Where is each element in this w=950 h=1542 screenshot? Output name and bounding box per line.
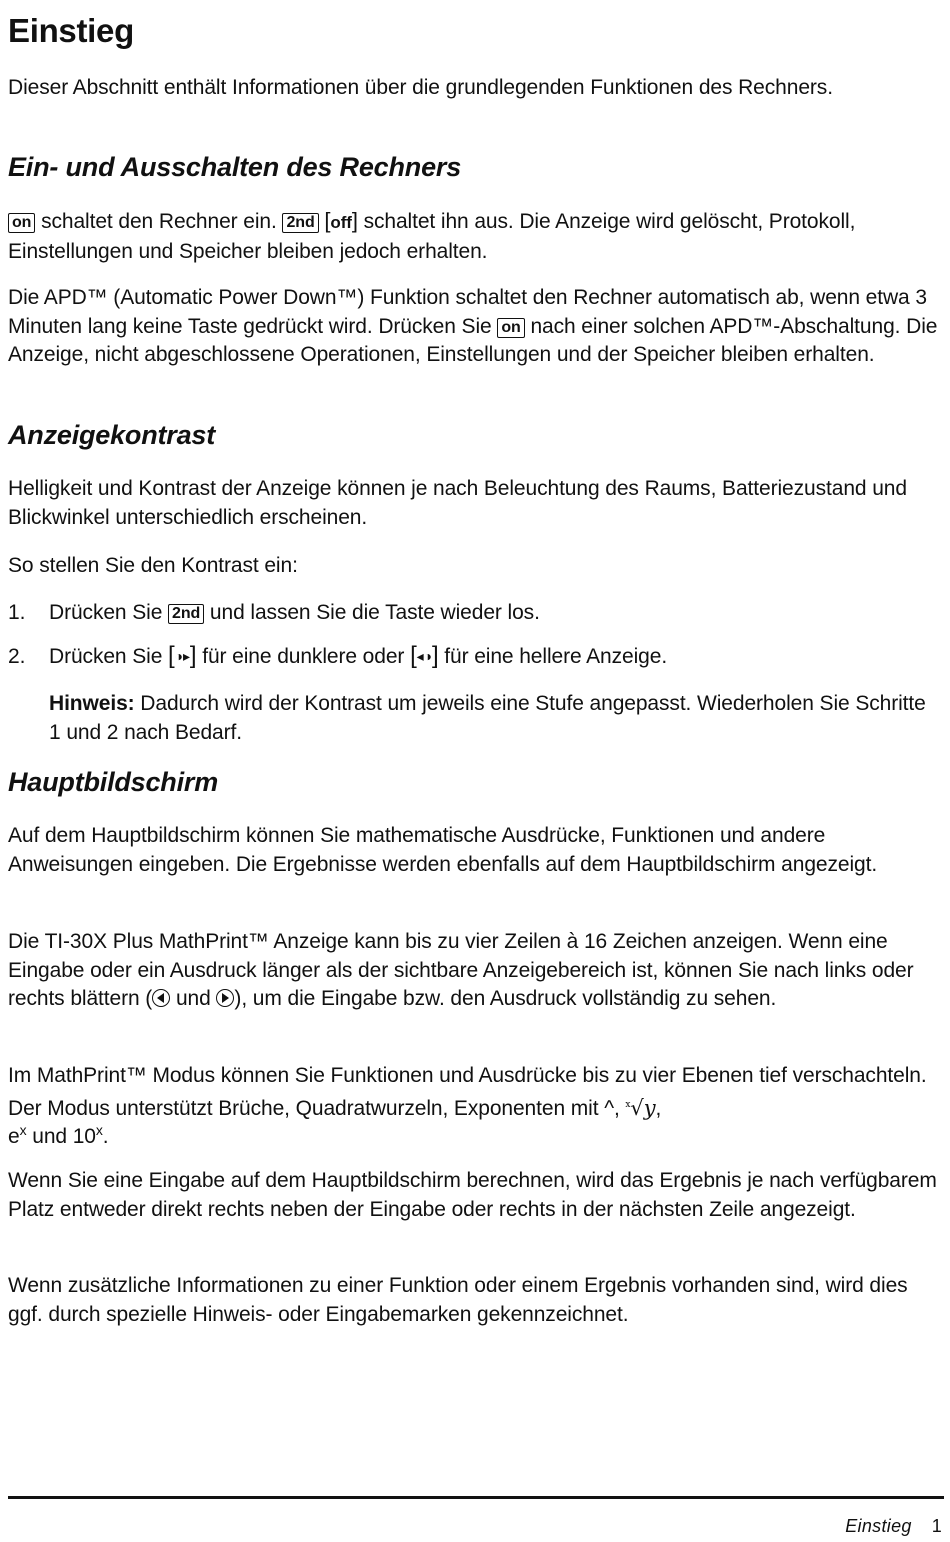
contrast-darker-icon: ◑▸ — [174, 648, 190, 664]
note-label: Hinweis: — [49, 692, 135, 715]
footer-section: Einstieg — [845, 1516, 912, 1536]
nth-root-symbol: $^x$√y — [625, 1095, 656, 1120]
section-heading-contrast: Anzeigekontrast — [8, 420, 216, 450]
on-key-icon: on — [8, 213, 35, 233]
off-key-icon: [ off ] — [324, 213, 357, 232]
contrast-instructions: So stellen Sie den Kontrast ein: — [8, 554, 298, 577]
left-arrow-icon — [152, 989, 170, 1007]
step-1: 1. Drücken Sie 2nd und lassen Sie die Taste wieder los. — [8, 601, 540, 624]
on-key-icon: on — [497, 318, 524, 338]
section-heading-home-screen: Hauptbildschirm — [8, 767, 219, 797]
contrast-lighter-icon: ◂◑ — [416, 648, 432, 664]
footer-divider — [8, 1496, 944, 1499]
home-paragraph-1: Auf dem Hauptbildschirm können Sie mathematische Ausdrücke, Funktionen und andere Anweisungen eingeben. Die Ergebnisse werden ebenfalls auf dem Hauptbildschirm angezeigt. — [8, 824, 878, 876]
step-2: 2. Drücken Sie [◑▸] für eine dunklere oder [◂◑] für eine hellere Anzeige. — [8, 642, 668, 669]
page-title: Einstieg — [8, 12, 134, 49]
home-paragraph-5: Wenn zusätzliche Informationen zu einer Funktion oder einem Ergebnis vorhanden sind, wird dies ggf. durch spezielle Hinweis- oder Eingabemarken gekennzeichnet. — [8, 1274, 908, 1326]
page-footer — [845, 1516, 942, 1537]
section-heading-power: Ein- und Ausschalten des Rechners — [8, 152, 462, 182]
right-arrow-icon — [216, 989, 234, 1007]
home-paragraph-2: Die TI-30X Plus MathPrint™ Anzeige kann bis zu vier Zeilen à 16 Zeichen anzeigen. Wenn eine Eingabe oder ein Ausdruck länger als der sichtbare Anzeigebereich ist, können Sie nach links oder rechts blättern ( und ), um die Eingabe bzw. den Ausdruck vollständig zu sehen. — [8, 930, 914, 1010]
power-paragraph-2: Die APD™ (Automatic Power Down™) Funktion schaltet den Rechner automatisch ab, wenn etwa 3 Minuten lang keine Taste gedrückt wird. Drücken Sie on nach einer solchen APD™-Abschaltung. Die Anzeige, nicht abgeschlossene Operationen, Einstellungen und der Speicher bleiben erhalten. — [8, 286, 938, 366]
2nd-key-icon: 2nd — [168, 604, 204, 624]
contrast-paragraph: Helligkeit und Kontrast der Anzeige können je nach Beleuchtung des Raums, Batteriezustand und Blickwinkel unterschiedlich erscheinen. — [8, 477, 907, 529]
intro-paragraph: Dieser Abschnitt enthält Informationen über die grundlegenden Funktionen des Rechners. — [8, 76, 833, 99]
2nd-key-icon: 2nd — [282, 213, 318, 233]
page-number: 1 — [931, 1516, 942, 1536]
home-paragraph-4: Wenn Sie eine Eingabe auf dem Hauptbildschirm berechnen, wird das Ergebnis je nach verfügbarem Platz entweder direkt rechts neben der Eingabe oder rechts in der nächsten Zeile angezeigt. — [8, 1169, 937, 1221]
home-paragraph-3: Im MathPrint™ Modus können Sie Funktionen und Ausdrücke bis zu vier Ebenen tief verschachteln. Der Modus unterstützt Brüche, Quadratwurzeln, Exponenten mit ^, $^x$√y, $e^x$ und 10$^x$. — [8, 1064, 927, 1148]
power-paragraph-1: on schaltet den Rechner ein. 2nd [ off ] schaltet ihn aus. Die Anzeige wird gelöscht, Protokoll, Einstellungen und Speicher bleiben jedoch erhalten. — [8, 207, 942, 266]
note: Hinweis: Dadurch wird der Kontrast um jeweils eine Stufe angepasst. Wiederholen Sie Schritte 1 und 2 nach Bedarf. — [49, 692, 926, 744]
